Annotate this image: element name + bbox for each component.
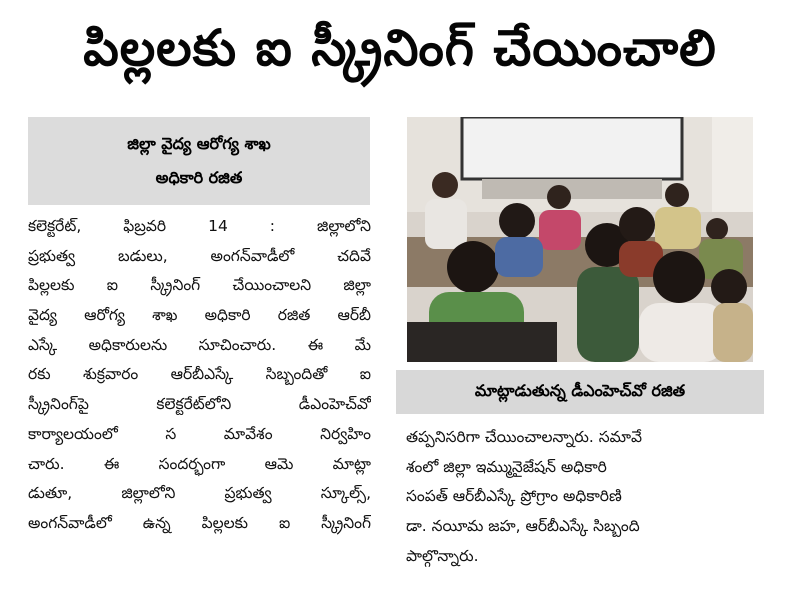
subhead-box	[28, 117, 370, 205]
body-line: వైద్య ఆరోగ్య శాఖ అధికారి రజిత ఆర్‌బీ	[28, 306, 371, 325]
body-line: ఎస్కే అధికారులను సూచించారు. ఈ మే	[28, 335, 371, 354]
body-line: ప్రభుత్వ బడులు, అంగన్‌వాడీలో చదివే	[28, 246, 371, 265]
body-line: పిల్లలకు ఐ స్క్రీనింగ్ చేయించాలని జిల్లా	[28, 276, 371, 295]
body-line: డుతూ, జిల్లాలోని ప్రభుత్వ స్కూల్స్,	[28, 484, 371, 503]
body-line: చారు. ఈ సందర్భంగా ఆమె మాట్లా	[28, 454, 371, 473]
article-body-left	[28, 212, 371, 539]
meeting-photo	[407, 117, 753, 362]
subhead-line-2: అధికారి రజిత	[155, 168, 243, 187]
article-body-right	[406, 423, 758, 571]
body-line: తప్పనిసరిగా చేయించాలన్నారు. సమావే	[406, 428, 642, 446]
body-line: రకు శుక్రవారం ఆర్‌బీఎస్కే సిబ్బందితో ఐ	[28, 365, 371, 384]
body-line: స్క్రీనింగ్‌పై కలెక్టరేట్‌లోని డీఎంహెచ్‌వో	[28, 395, 371, 414]
subhead-line-1: జిల్లా వైద్య ఆరోగ్య శాఖ	[127, 134, 271, 153]
body-line: డా. నయీమ జహ, ఆర్‌బీఎస్కే సిబ్బంది	[406, 517, 640, 536]
body-line: సంపత్ ఆర్‌బీఎస్కే ప్రోగ్రాం అధికారిణి	[406, 487, 622, 506]
photo-caption: మాట్లాడుతున్న డీఎంహెచ్‌వో రజిత	[396, 370, 764, 414]
body-line: కార్యాలయంలో స మావేశం నిర్వహిం	[28, 424, 371, 443]
body-line: శంలో జిల్లా ఇమ్మునైజేషన్ అధికారి	[406, 457, 607, 476]
meeting-photo-illustration	[407, 117, 753, 362]
headline: పిల్లలకు ఐ స్క్రీనింగ్ చేయించాలి	[83, 18, 717, 77]
body-line: అంగన్‌వాడీలో ఉన్న పిల్లలకు ఐ స్క్రీనింగ్	[28, 513, 371, 532]
body-line: పాల్గొన్నారు.	[406, 546, 479, 565]
body-line: కలెక్టరేట్, ఫిబ్రవరి 14 : జిల్లాలోని	[28, 217, 371, 235]
